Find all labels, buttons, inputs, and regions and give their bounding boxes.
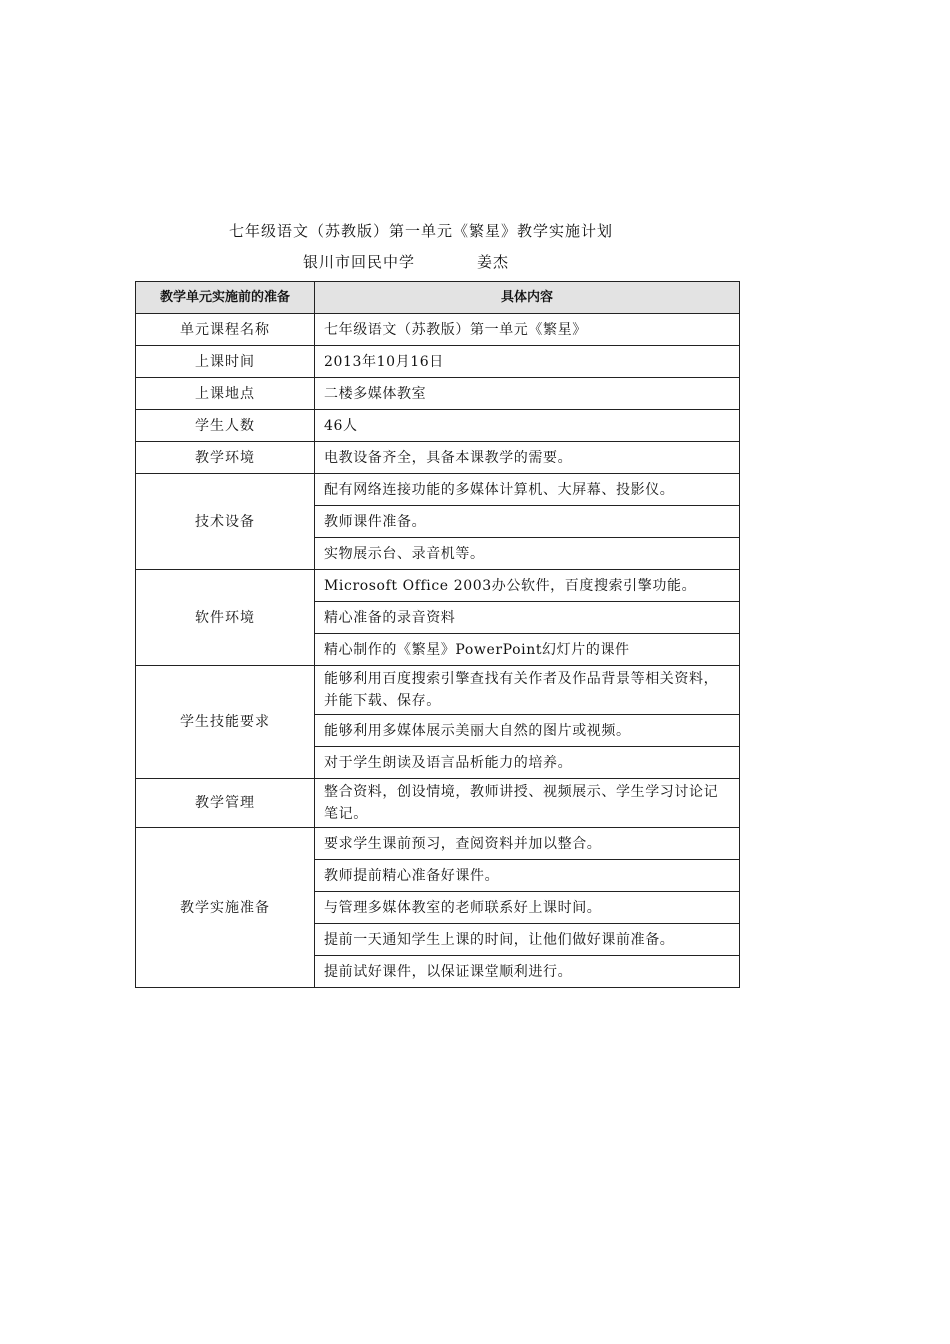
table-row xyxy=(136,346,740,378)
header-content: 具体内容 xyxy=(315,282,740,314)
row-content: 整合资料，创设情境，教师讲授、视频展示、学生学习讨论记笔记。 xyxy=(315,779,740,828)
author-name: 姜杰 xyxy=(477,253,510,271)
table-row xyxy=(136,410,740,442)
row-label-implementation-prep: 教学实施准备 xyxy=(136,828,315,988)
row-label-teaching-environment: 教学环境 xyxy=(136,442,315,474)
row-content: 提前一天通知学生上课的时间，让他们做好课前准备。 xyxy=(315,924,740,956)
row-label-student-count: 学生人数 xyxy=(136,410,315,442)
row-label-class-location: 上课地点 xyxy=(136,378,315,410)
table-header-row xyxy=(136,282,740,314)
row-content: Microsoft Office 2003办公软件，百度搜索引擎功能。 xyxy=(315,570,740,602)
table-row xyxy=(136,570,740,602)
row-label-student-skills: 学生技能要求 xyxy=(136,666,315,779)
row-content: 精心准备的录音资料 xyxy=(315,602,740,634)
row-content: 实物展示台、录音机等。 xyxy=(315,538,740,570)
row-content: 与管理多媒体教室的老师联系好上课时间。 xyxy=(315,892,740,924)
row-content: 能够利用多媒体展示美丽大自然的图片或视频。 xyxy=(315,715,740,747)
row-content: 教师课件准备。 xyxy=(315,506,740,538)
row-content: 电教设备齐全，具备本课教学的需要。 xyxy=(315,442,740,474)
table-row xyxy=(136,779,740,828)
document-subtitle xyxy=(303,251,509,273)
row-content: 要求学生课前预习，查阅资料并加以整合。 xyxy=(315,828,740,860)
row-content: 2013年10月16日 xyxy=(315,346,740,378)
row-label-class-time: 上课时间 xyxy=(136,346,315,378)
plan-table xyxy=(135,281,740,988)
row-content: 配有网络连接功能的多媒体计算机、大屏幕、投影仪。 xyxy=(315,474,740,506)
row-content: 二楼多媒体教室 xyxy=(315,378,740,410)
row-content: 精心制作的《繁星》PowerPoint幻灯片的课件 xyxy=(315,634,740,666)
table-row xyxy=(136,666,740,715)
row-content: 提前试好课件，以保证课堂顺利进行。 xyxy=(315,956,740,988)
row-content: 对于学生朗读及语言品析能力的培养。 xyxy=(315,747,740,779)
row-content: 46人 xyxy=(315,410,740,442)
row-label-teaching-management: 教学管理 xyxy=(136,779,315,828)
table-row xyxy=(136,474,740,506)
school-name: 银川市回民中学 xyxy=(303,253,416,271)
row-content: 能够利用百度搜索引擎查找有关作者及作品背景等相关资料，并能下载、保存。 xyxy=(315,666,740,715)
table-row xyxy=(136,378,740,410)
row-label-software-environment: 软件环境 xyxy=(136,570,315,666)
table-row xyxy=(136,828,740,860)
row-content: 教师提前精心准备好课件。 xyxy=(315,860,740,892)
row-label-technical-equipment: 技术设备 xyxy=(136,474,315,570)
table-row xyxy=(136,442,740,474)
row-label-course-name: 单元课程名称 xyxy=(136,314,315,346)
document-title: 七年级语文（苏教版）第一单元《繁星》教学实施计划 xyxy=(228,222,613,240)
row-content: 七年级语文（苏教版）第一单元《繁星》 xyxy=(315,314,740,346)
header-preparation: 教学单元实施前的准备 xyxy=(136,282,315,314)
table-row xyxy=(136,314,740,346)
